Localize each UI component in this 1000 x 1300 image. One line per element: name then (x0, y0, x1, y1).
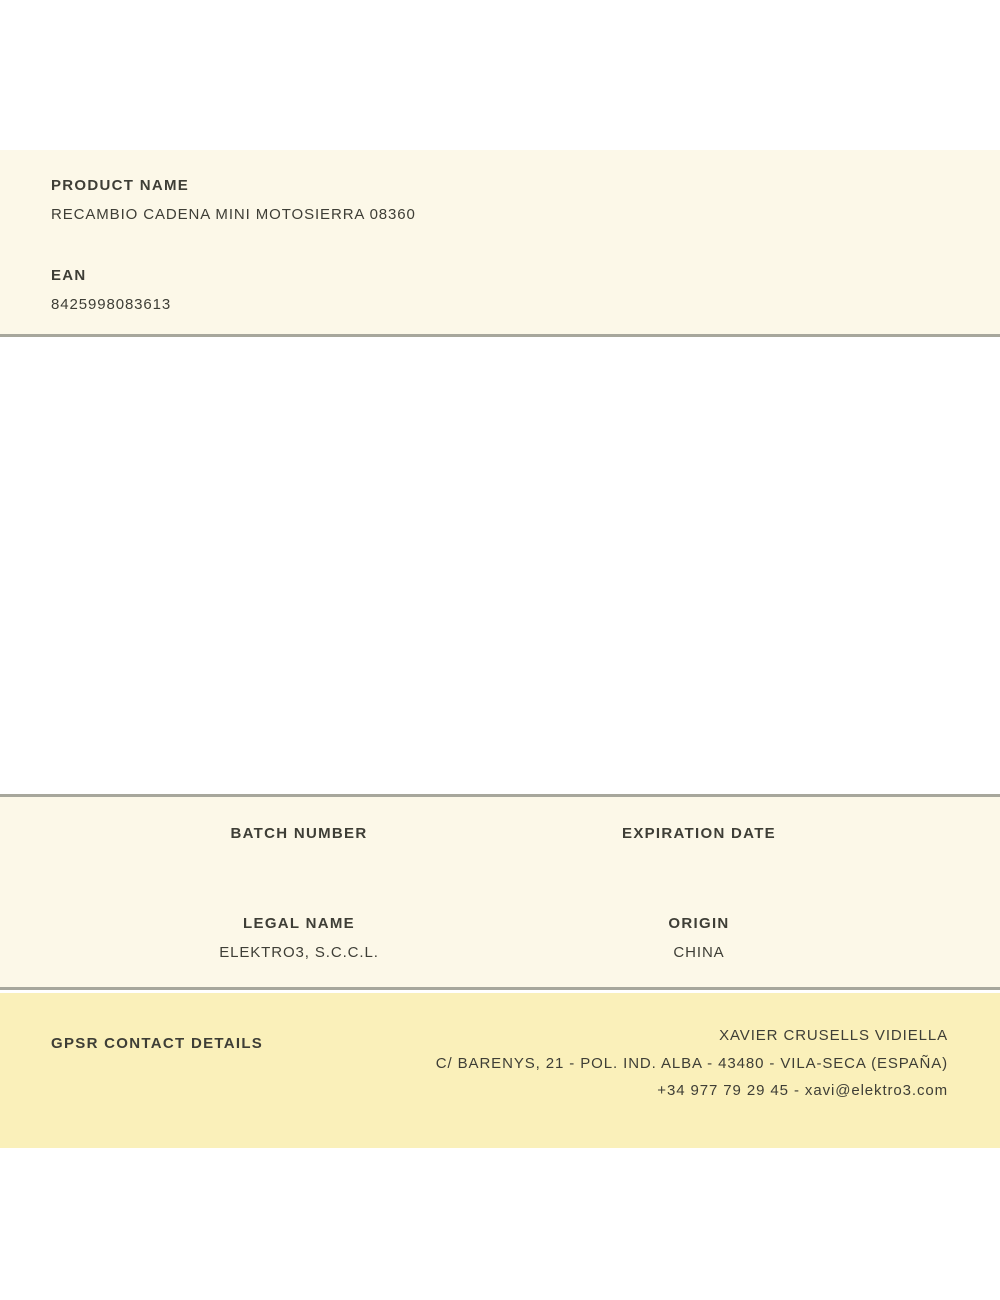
ean-value: 8425998083613 (51, 296, 172, 313)
product-name-field (51, 177, 949, 224)
legal-name-value: ELEKTRO3, S.C.C.L. (219, 944, 379, 961)
product-name-value: RECAMBIO CADENA MINI MOTOSIERRA 08360 (51, 206, 416, 223)
legal-name-label: LEGAL NAME (243, 915, 355, 932)
expiration-date-label: EXPIRATION DATE (622, 825, 776, 842)
ean-label: EAN (51, 267, 87, 284)
batch-number-label: BATCH NUMBER (230, 825, 368, 842)
ean-field (51, 267, 949, 314)
details-section (0, 794, 1000, 990)
gpsr-contact-block (436, 1027, 948, 1100)
product-name-label: PRODUCT NAME (51, 177, 190, 194)
contact-person-name: XAVIER CRUSELLS VIDIELLA (719, 1027, 948, 1044)
origin-value: CHINA (673, 944, 725, 961)
gpsr-contact-label: GPSR CONTACT DETAILS (51, 1035, 264, 1052)
contact-address: C/ BARENYS, 21 - POL. IND. ALBA - 43480 - VILA-SECA (ESPAÑA) (435, 1054, 948, 1072)
contact-phone-email: +34 977 79 29 45 - xavi@elektro3.com (657, 1082, 948, 1099)
origin-label: ORIGIN (668, 915, 730, 932)
product-info-section (0, 150, 1000, 337)
gpsr-contact-section (0, 993, 1000, 1148)
